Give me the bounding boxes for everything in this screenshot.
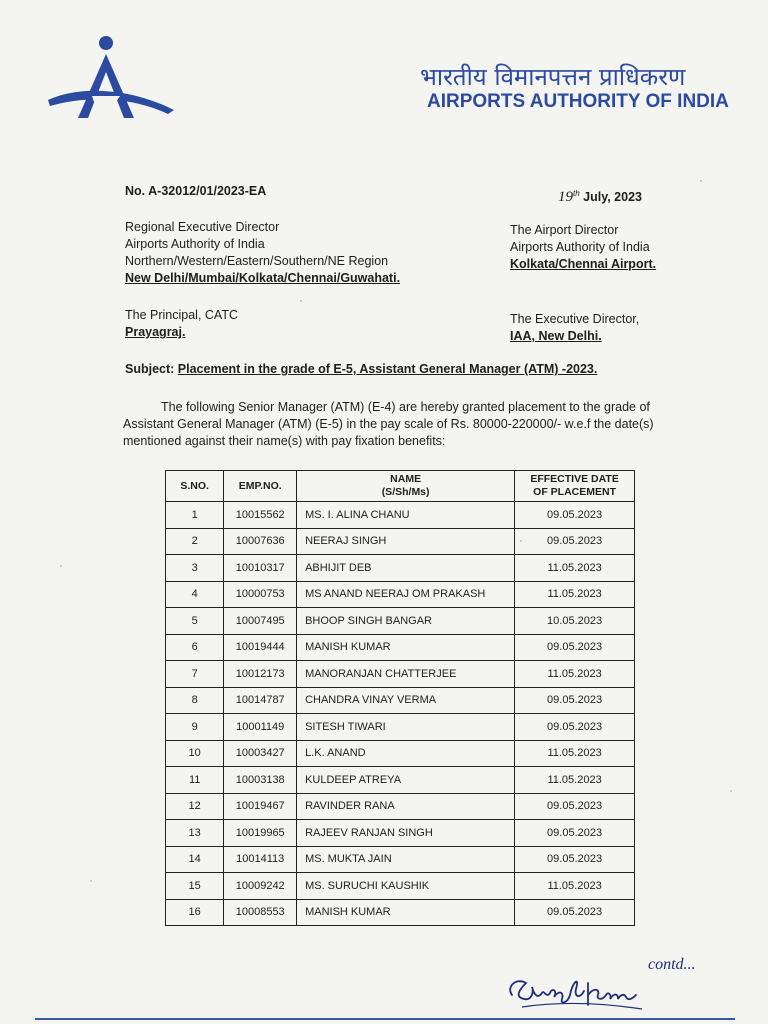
reference-number: No. A-32012/01/2023-EA xyxy=(125,184,267,198)
header-eff-line1: EFFECTIVE DATE xyxy=(530,473,619,485)
aai-logo-icon xyxy=(40,30,180,125)
org-name-english: AIRPORTS AUTHORITY OF INDIA xyxy=(427,91,729,112)
cell-effective-date: 09.05.2023 xyxy=(515,899,635,926)
cell-name: MANISH KUMAR xyxy=(297,634,515,661)
date-suffix: th xyxy=(573,189,580,198)
cell-effective-date: 09.05.2023 xyxy=(515,528,635,555)
cell-effective-date: 09.05.2023 xyxy=(515,820,635,847)
cell-sno: 13 xyxy=(166,820,224,847)
cell-sno: 6 xyxy=(166,634,224,661)
cell-effective-date: 09.05.2023 xyxy=(515,502,635,529)
letter-date xyxy=(558,185,642,206)
cell-sno: 11 xyxy=(166,767,224,794)
cell-effective-date: 09.05.2023 xyxy=(515,846,635,873)
header-name xyxy=(297,471,515,502)
cell-name: MS. I. ALINA CHANU xyxy=(297,502,515,529)
table-row xyxy=(166,873,635,900)
table-row xyxy=(166,767,635,794)
table-row xyxy=(166,581,635,608)
subject-label: Subject: xyxy=(125,362,175,376)
cell-sno: 16 xyxy=(166,899,224,926)
cell-name: ABHIJIT DEB xyxy=(297,555,515,582)
cell-sno: 1 xyxy=(166,502,224,529)
table-header-row xyxy=(166,471,635,502)
cell-emp-no: 10019444 xyxy=(224,634,297,661)
header-sno: S.NO. xyxy=(166,471,224,502)
address-line: Prayagraj. xyxy=(125,325,186,339)
header-eff-line2: OF PLACEMENT xyxy=(533,486,616,498)
scan-speck xyxy=(700,180,702,182)
cell-name: RAJEEV RANJAN SINGH xyxy=(297,820,515,847)
header-name-line2: (S/Sh/Ms) xyxy=(381,486,430,498)
cell-sno: 4 xyxy=(166,581,224,608)
cell-emp-no: 10008553 xyxy=(224,899,297,926)
address-line: Northern/Western/Eastern/Southern/NE Region xyxy=(125,254,389,268)
address-line: The Principal, CATC xyxy=(125,308,238,322)
scan-speck xyxy=(300,300,302,302)
cell-sno: 15 xyxy=(166,873,224,900)
address-block-right xyxy=(510,222,656,273)
cell-name: SITESH TIWARI xyxy=(297,714,515,741)
header-emp-no: EMP.NO. xyxy=(224,471,297,502)
address-line: IAA, New Delhi. xyxy=(510,329,602,343)
cell-name: KULDEEP ATREYA xyxy=(297,767,515,794)
cell-sno: 14 xyxy=(166,846,224,873)
cell-effective-date: 09.05.2023 xyxy=(515,714,635,741)
cell-emp-no: 10019965 xyxy=(224,820,297,847)
address-block-catc xyxy=(125,307,238,341)
header-effective-date xyxy=(515,471,635,502)
cell-effective-date: 11.05.2023 xyxy=(515,555,635,582)
table-row xyxy=(166,714,635,741)
date-month-year: July, 2023 xyxy=(583,190,642,205)
cell-emp-no: 10003138 xyxy=(224,767,297,794)
org-name-hindi: भारतीय विमानपत्तन प्राधिकरण xyxy=(420,63,686,91)
table-row xyxy=(166,687,635,714)
cell-emp-no: 10019467 xyxy=(224,793,297,820)
cell-sno: 5 xyxy=(166,608,224,635)
cell-emp-no: 10014787 xyxy=(224,687,297,714)
subject-text: Placement in the grade of E-5, Assistant General Manager (ATM) -2023. xyxy=(177,362,598,376)
cell-name: L.K. ANAND xyxy=(297,740,515,767)
table-row xyxy=(166,846,635,873)
cell-emp-no: 10007636 xyxy=(224,528,297,555)
table-row xyxy=(166,820,635,847)
table-row xyxy=(166,740,635,767)
cell-effective-date: 10.05.2023 xyxy=(515,608,635,635)
cell-emp-no: 10015562 xyxy=(224,502,297,529)
cell-name: MS. MUKTA JAIN xyxy=(297,846,515,873)
cell-effective-date: 11.05.2023 xyxy=(515,740,635,767)
cell-sno: 2 xyxy=(166,528,224,555)
cell-effective-date: 11.05.2023 xyxy=(515,661,635,688)
cell-effective-date: 11.05.2023 xyxy=(515,873,635,900)
address-block-left xyxy=(125,219,400,287)
cell-emp-no: 10000753 xyxy=(224,581,297,608)
address-line: Airports Authority of India xyxy=(125,237,265,251)
cell-effective-date: 11.05.2023 xyxy=(515,767,635,794)
table-row xyxy=(166,634,635,661)
cell-name: NEERAJ SINGH xyxy=(297,528,515,555)
cell-name: BHOOP SINGH BANGAR xyxy=(297,608,515,635)
address-block-iaa xyxy=(510,311,639,345)
cell-sno: 9 xyxy=(166,714,224,741)
scan-speck xyxy=(60,565,62,567)
table-row xyxy=(166,608,635,635)
cell-sno: 3 xyxy=(166,555,224,582)
table-row xyxy=(166,793,635,820)
scan-speck xyxy=(520,540,522,542)
cell-effective-date: 09.05.2023 xyxy=(515,634,635,661)
cell-sno: 10 xyxy=(166,740,224,767)
cell-emp-no: 10007495 xyxy=(224,608,297,635)
cell-name: MS. SURUCHI KAUSHIK xyxy=(297,873,515,900)
table-row xyxy=(166,555,635,582)
header-name-line1: NAME xyxy=(390,473,422,485)
table-row xyxy=(166,899,635,926)
cell-emp-no: 10001149 xyxy=(224,714,297,741)
signature-image xyxy=(502,965,652,1015)
address-line: Regional Executive Director xyxy=(125,220,280,234)
cell-emp-no: 10009242 xyxy=(224,873,297,900)
cell-emp-no: 10014113 xyxy=(224,846,297,873)
cell-name: CHANDRA VINAY VERMA xyxy=(297,687,515,714)
address-line: The Executive Director, xyxy=(510,312,640,326)
cell-name: MANORANJAN CHATTERJEE xyxy=(297,661,515,688)
cell-effective-date: 09.05.2023 xyxy=(515,793,635,820)
table-row xyxy=(166,661,635,688)
body-paragraph xyxy=(123,399,693,450)
cell-sno: 7 xyxy=(166,661,224,688)
cell-name: MANISH KUMAR xyxy=(297,899,515,926)
placement-table xyxy=(165,470,635,926)
cell-name: RAVINDER RANA xyxy=(297,793,515,820)
date-day: 19 xyxy=(558,189,573,206)
cell-effective-date: 09.05.2023 xyxy=(515,687,635,714)
address-line: New Delhi/Mumbai/Kolkata/Chennai/Guwahati. xyxy=(125,271,401,285)
cell-effective-date: 11.05.2023 xyxy=(515,581,635,608)
address-line: Airports Authority of India xyxy=(510,240,650,254)
scan-speck xyxy=(730,790,732,792)
address-line: The Airport Director xyxy=(510,223,619,237)
scan-speck xyxy=(90,880,92,882)
cell-name: MS ANAND NEERAJ OM PRAKASH xyxy=(297,581,515,608)
cell-emp-no: 10003427 xyxy=(224,740,297,767)
continued-note: contd... xyxy=(648,956,696,973)
table-row xyxy=(166,502,635,529)
cell-sno: 8 xyxy=(166,687,224,714)
cell-emp-no: 10010317 xyxy=(224,555,297,582)
table-row xyxy=(166,528,635,555)
address-line: Kolkata/Chennai Airport. xyxy=(510,257,657,271)
subject-line xyxy=(125,361,597,378)
cell-sno: 12 xyxy=(166,793,224,820)
body-text: The following Senior Manager (ATM) (E-4) are hereby granted placement to the grade of Assistant General Manager (ATM) (E-5) in the pay scale of Rs. 80000-220000/- w.e.f the date(s) mentioned against their name(s) with pay fixation benefits: xyxy=(123,400,654,448)
cell-emp-no: 10012173 xyxy=(224,661,297,688)
footer-rule xyxy=(35,1018,735,1020)
